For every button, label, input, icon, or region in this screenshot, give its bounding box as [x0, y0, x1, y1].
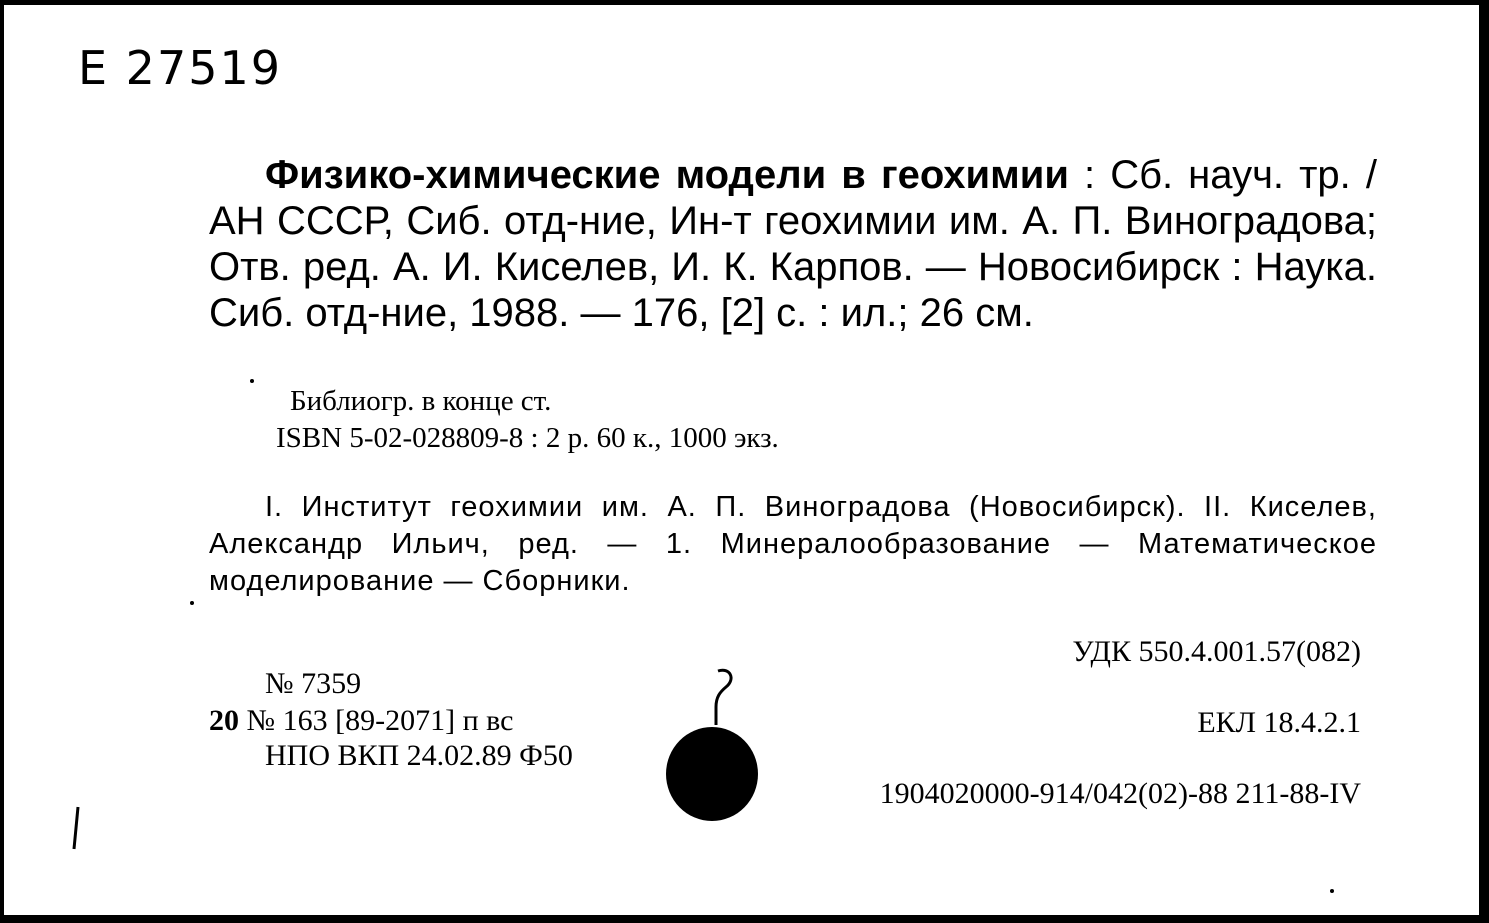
order-prefix: 20	[209, 704, 239, 737]
ink-speck	[1330, 889, 1334, 893]
classification-code: 1904020000-914/042(02)-88 211-88-IV	[879, 777, 1361, 810]
bibliography-note: Библиогр. в конце ст.	[290, 385, 552, 417]
bibliographic-description: : Сб. науч. тр. / АН СССР, Сиб. отд-ние, Ин-т геохимии им. А. П. Виноградова; Отв. ред. А. И. Киселев, И. К. Карпов. — Новосибирск : Наука. Сиб. отд-ние, 1988. — 176, [2] с. : ил.; 26 см.	[209, 153, 1377, 335]
ink-speck	[190, 601, 194, 605]
handwritten-mark-icon	[704, 665, 754, 735]
printer-line: НПО ВКП 24.02.89 Ф50	[265, 739, 573, 772]
tracings: I. Институт геохимии им. А. П. Виноградова (Новосибирск). II. Киселев, Александр Ильич, ред. — 1. Минералообразование — Математическое моделирование — Сборники.	[209, 491, 1377, 597]
card-number: № 7359	[265, 667, 362, 700]
book-title: Физико-химические модели в геохимии	[265, 153, 1069, 197]
isbn-price-line: ISBN 5-02-028809-8 : 2 р. 60 к., 1000 экз.	[276, 422, 779, 454]
ink-speck	[250, 379, 254, 383]
order-line	[209, 706, 513, 736]
order-number: № 163 [89-2071] п вс	[246, 704, 514, 737]
ekl-code: ЕКЛ 18.4.2.1	[1197, 706, 1361, 739]
udk-code: УДК 550.4.001.57(082)	[1072, 635, 1361, 668]
punch-hole	[666, 727, 758, 821]
margin-pen-stroke-icon	[66, 805, 86, 851]
call-number: Е 27519	[78, 41, 283, 95]
main-entry	[209, 152, 1377, 336]
